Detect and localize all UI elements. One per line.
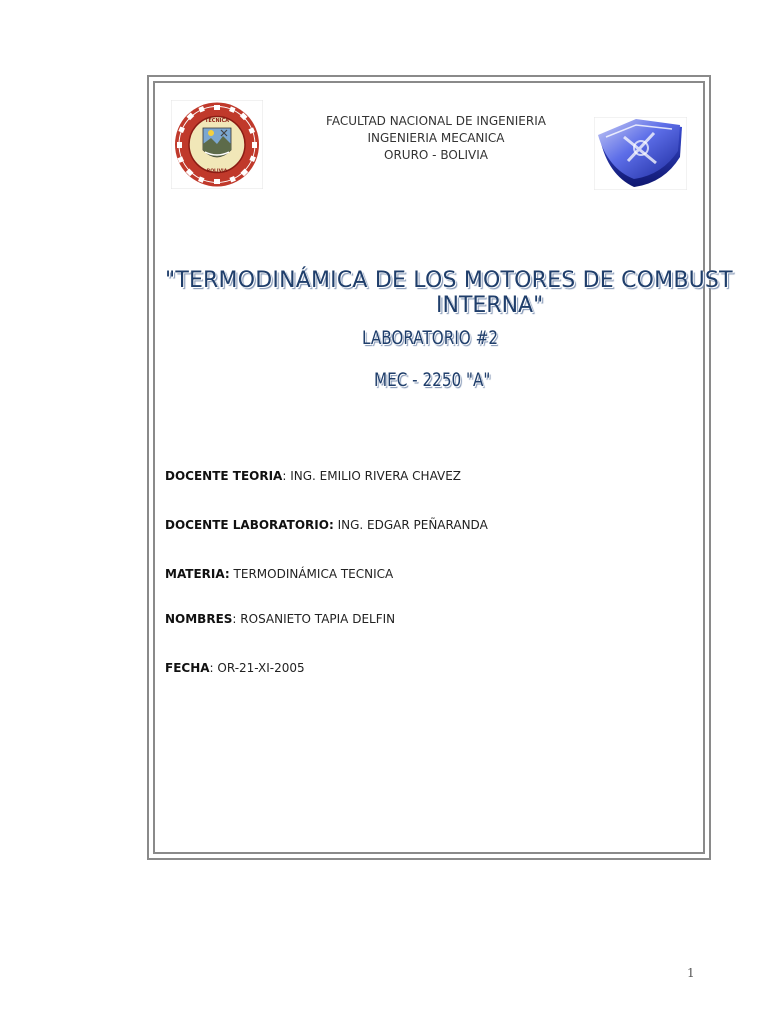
field-fecha — [165, 661, 305, 675]
field-value: ROSANIETO TAPIA DELFIN — [240, 612, 396, 626]
institution-header — [286, 113, 586, 164]
field-separator: : — [232, 612, 241, 626]
field-label: FECHA — [165, 661, 210, 675]
lab-number: LABORATORIO #2 — [362, 327, 498, 349]
university-seal-icon — [171, 100, 263, 189]
page-number: 1 — [687, 966, 695, 980]
field-value: ING. EDGAR PEÑARANDA — [337, 518, 488, 532]
field-value: ING. EMILIO RIVERA CHAVEZ — [290, 469, 462, 483]
field-value: TERMODINÁMICA TECNICA — [233, 567, 394, 581]
field-materia — [165, 567, 393, 581]
field-nombres — [165, 612, 395, 626]
svg-text:BOLIVIA: BOLIVIA — [206, 169, 228, 174]
page-border-inner — [153, 81, 705, 854]
header-department: INGENIERIA MECANICA — [367, 131, 505, 145]
field-label: DOCENTE LABORATORIO: — [165, 518, 334, 532]
field-docente-laboratorio — [165, 518, 488, 532]
svg-text:TECNICA: TECNICA — [204, 118, 230, 124]
field-separator: : — [282, 469, 291, 483]
field-docente-teoria — [165, 469, 461, 483]
field-label: DOCENTE TEORIA — [165, 469, 283, 483]
field-label: MATERIA: — [165, 567, 230, 581]
field-value: OR-21-XI-2005 — [217, 661, 305, 675]
field-separator: : — [209, 661, 218, 675]
document-title-line2: INTERNA" — [436, 293, 544, 318]
header-faculty: FACULTAD NACIONAL DE INGENIERIA — [326, 114, 546, 128]
header-location: ORURO - BOLIVIA — [384, 148, 488, 162]
faculty-shield-icon — [594, 117, 687, 190]
document-title-line1: "TERMODINÁMICA DE LOS MOTORES DE COMBUST — [165, 268, 733, 293]
course-code: MEC - 2250 "A" — [374, 369, 491, 391]
field-label: NOMBRES — [165, 612, 233, 626]
